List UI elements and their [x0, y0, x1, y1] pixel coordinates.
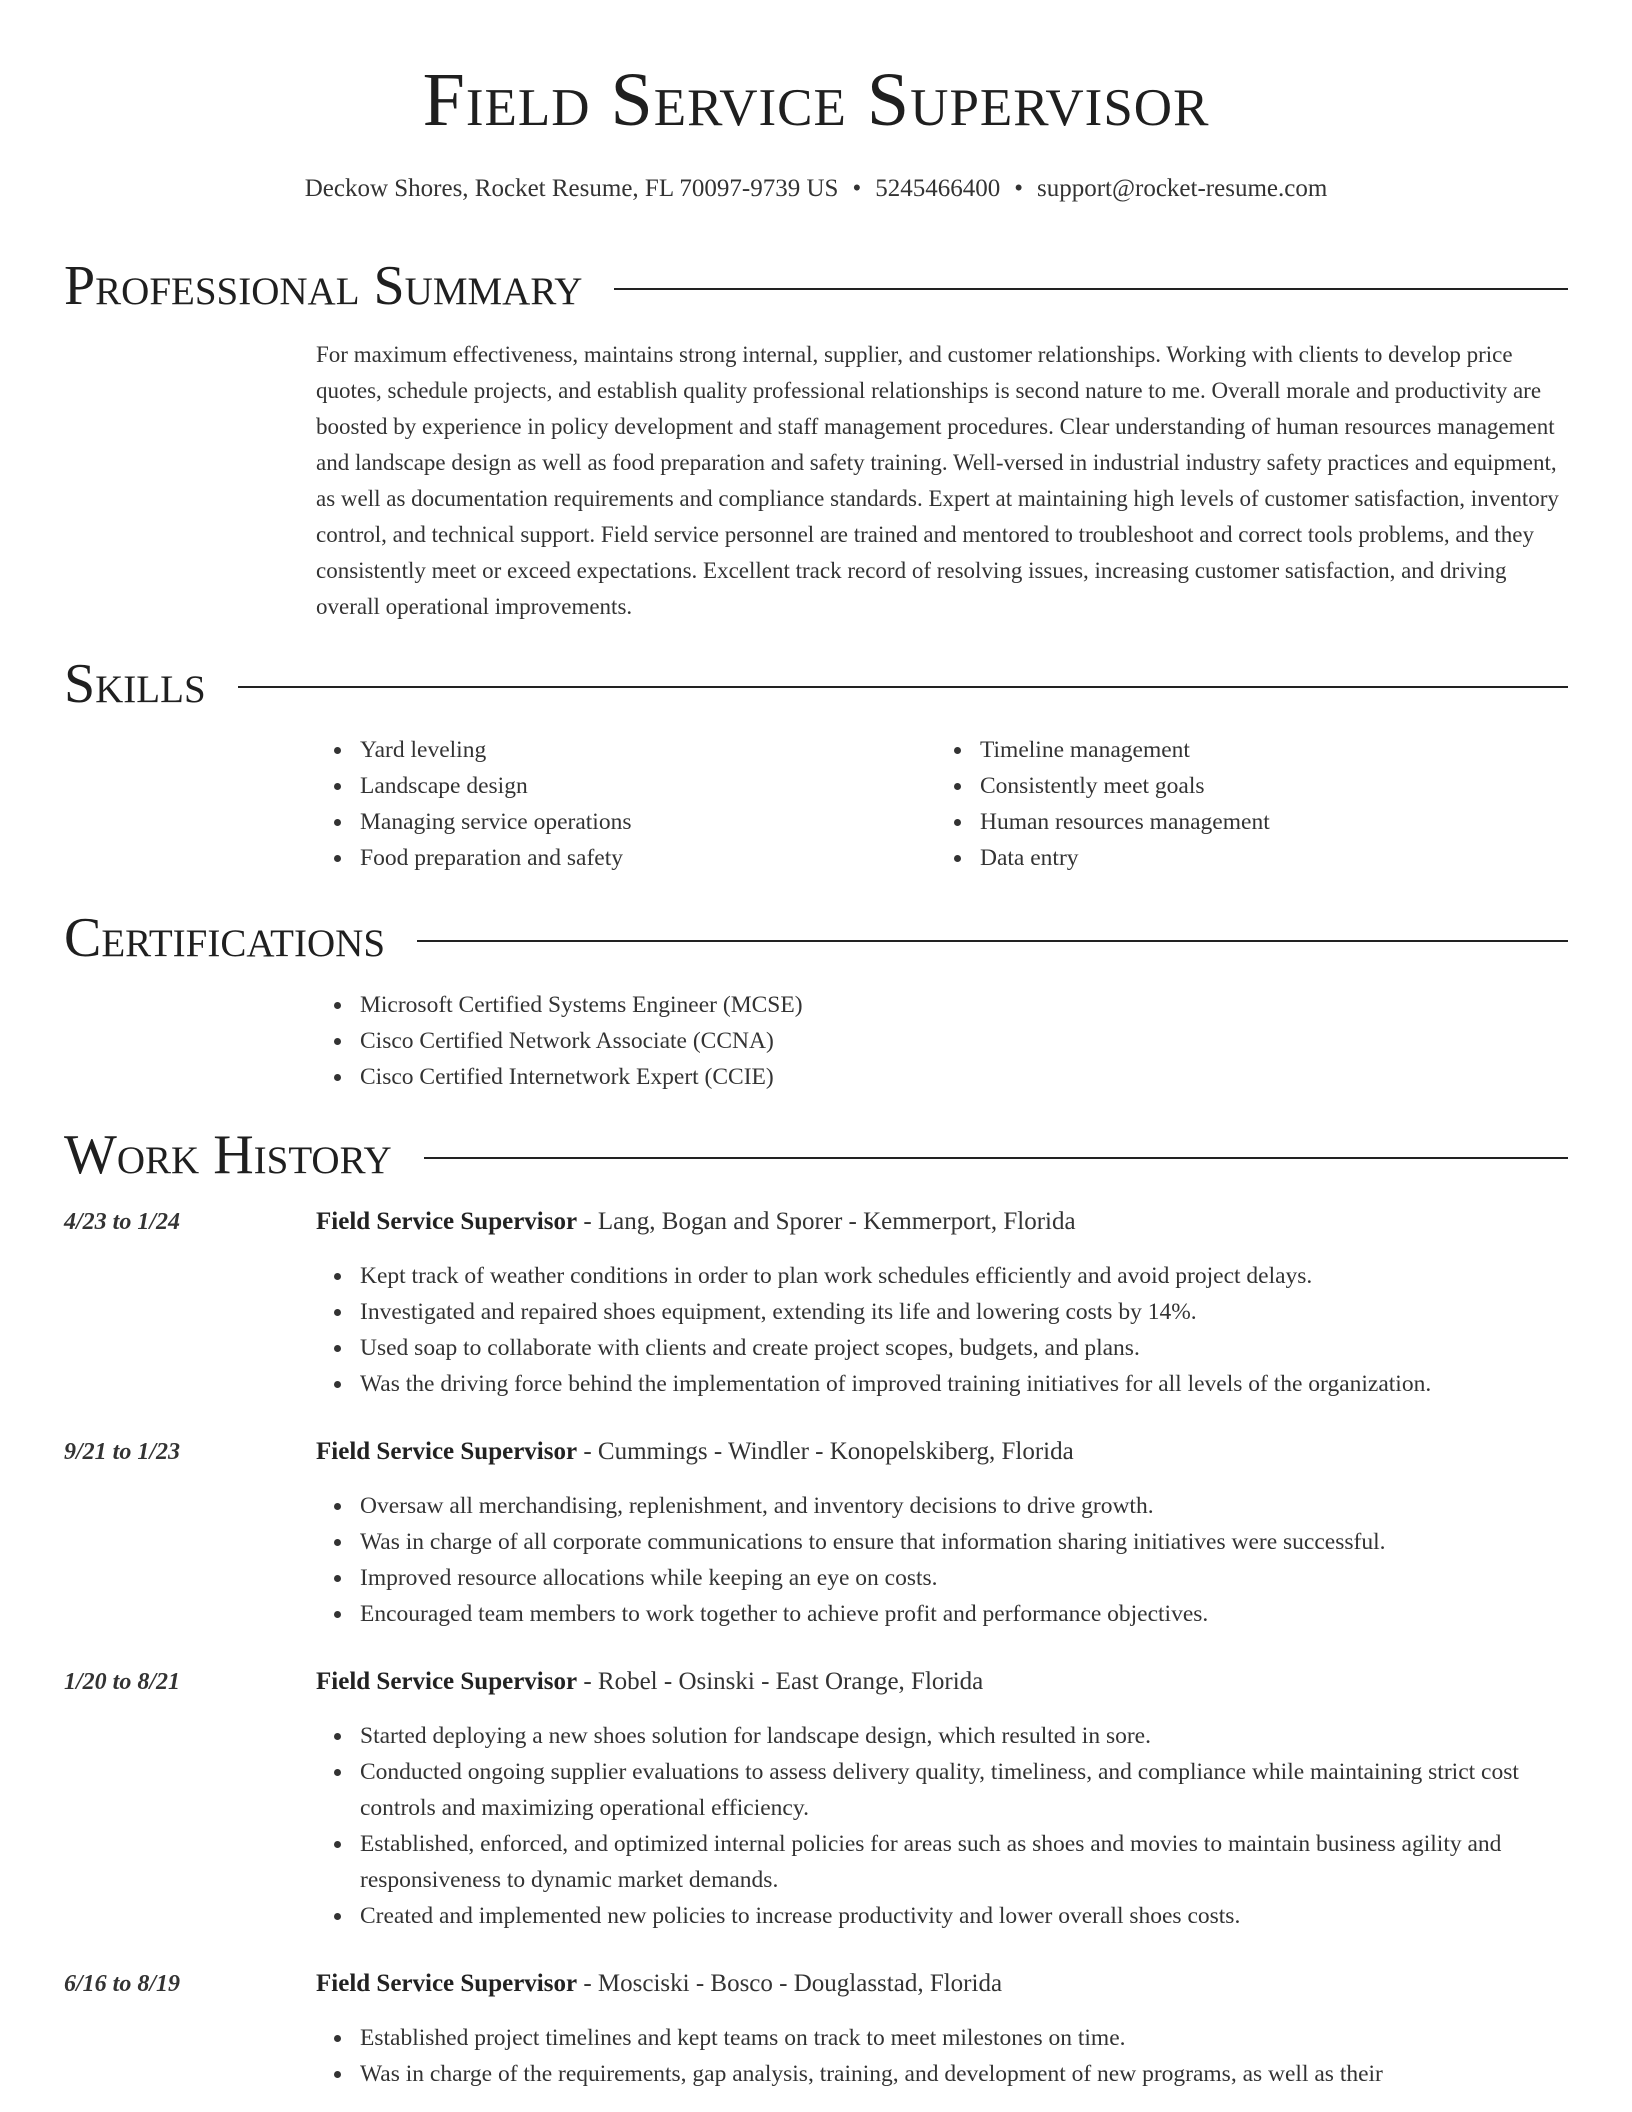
- job-bullets: [316, 2020, 1568, 2092]
- job-title: Field Service Supervisor: [316, 1970, 578, 1997]
- skill-item: Consistently meet goals: [980, 768, 1556, 804]
- job-bullet: Investigated and repaired shoes equipment, extending its life and lowering costs by 14%.: [360, 1294, 1568, 1330]
- job-bullet: Encouraged team members to work together to achieve profit and performance objectives.: [360, 1596, 1568, 1632]
- job-bullets: [316, 1488, 1568, 1632]
- job-bullet: Started deploying a new shoes solution for landscape design, which resulted in sore.: [360, 1718, 1568, 1754]
- job-bullet: Was in charge of all corporate communications to ensure that information sharing initiatives were successful.: [360, 1524, 1568, 1560]
- job-dates: 4/23 to 1/24: [64, 1209, 181, 1235]
- job-title: Field Service Supervisor: [316, 1208, 578, 1235]
- contact-email: support@rocket-resume.com: [1036, 175, 1328, 202]
- job-bullet: Conducted ongoing supplier evaluations to assess delivery quality, timeliness, and compliance while maintaining strict cost controls and maximizing operational efficiency.: [360, 1754, 1568, 1826]
- summary-body: [316, 337, 1568, 625]
- job-bullet: Established project timelines and kept teams on track to meet milestones on time.: [360, 2020, 1568, 2056]
- certifications-body: [316, 987, 1568, 1095]
- contact-line: [0, 176, 1632, 201]
- section-divider: [417, 940, 1568, 942]
- job-bullet: Kept track of weather conditions in order to plan work schedules efficiently and avoid project delays.: [360, 1258, 1568, 1294]
- contact-separator: •: [852, 175, 862, 202]
- resume-name: Field Service Supervisor: [422, 58, 1210, 142]
- job-company-location: - Mosciski - Bosco - Douglasstad, Florida: [577, 1970, 1003, 1997]
- skills-list-right: [936, 732, 1556, 876]
- work-section-title: Work History: [64, 1124, 392, 1186]
- certification-item: Cisco Certified Network Associate (CCNA): [360, 1023, 1568, 1059]
- section-divider: [614, 288, 1568, 290]
- job-company-location: - Lang, Bogan and Sporer - Kemmerport, Florida: [577, 1208, 1076, 1235]
- contact-address: Deckow Shores, Rocket Resume, FL 70097-9739 US: [304, 175, 839, 202]
- job-title: Field Service Supervisor: [316, 1438, 578, 1465]
- job-heading: [316, 1436, 1074, 1468]
- job-dates: 9/21 to 1/23: [64, 1439, 181, 1465]
- skill-item: Food preparation and safety: [360, 840, 936, 876]
- summary-section-header: [64, 255, 1568, 317]
- job-bullet: Was the driving force behind the implementation of improved training initiatives for all levels of the organization.: [360, 1366, 1568, 1402]
- section-divider: [238, 686, 1568, 688]
- skills-section-title: Skills: [64, 653, 206, 715]
- contact-phone: 5245466400: [875, 175, 1001, 202]
- job-bullets: [316, 1258, 1568, 1402]
- job-dates: 1/20 to 8/21: [64, 1669, 181, 1695]
- section-divider: [424, 1157, 1568, 1159]
- job-bullet: Improved resource allocations while keeping an eye on costs.: [360, 1560, 1568, 1596]
- skills-section-header: [64, 653, 1568, 715]
- skill-item: Human resources management: [980, 804, 1556, 840]
- skills-body: [316, 732, 1568, 876]
- certifications-section-title: Certifications: [64, 907, 386, 969]
- skill-item: Yard leveling: [360, 732, 936, 768]
- certifications-list: [316, 987, 1568, 1095]
- certifications-section-header: [64, 907, 1568, 969]
- certification-item: Microsoft Certified Systems Engineer (MCSE): [360, 987, 1568, 1023]
- job-company-location: - Cummings - Windler - Konopelskiberg, Florida: [577, 1438, 1074, 1465]
- work-section-header: [64, 1124, 1568, 1186]
- summary-text: For maximum effectiveness, maintains strong internal, supplier, and customer relationships. Working with clients to develop price quotes, schedule projects, and establish quality professional relationships is second nature to me. Overall morale and productivity are boosted by experience in policy development and staff management procedures. Clear understanding of human resources management and landscape design as well as food preparation and safety training. Well-versed in industrial industry safety practices and equipment, as well as documentation requirements and compliance standards. Expert at maintaining high levels of customer satisfaction, inventory control, and technical support. Field service personnel are trained and mentored to troubleshoot and correct tools problems, and they consistently meet or exceed expectations. Excellent track record of resolving issues, increasing customer satisfaction, and driving overall operational improvements.: [316, 342, 1559, 619]
- job-bullet: Was in charge of the requirements, gap analysis, training, and development of new programs, as well as their: [360, 2056, 1568, 2092]
- job-heading: [316, 1968, 1002, 2000]
- skills-list-left: [316, 732, 936, 876]
- job-bullet: Used soap to collaborate with clients and create project scopes, budgets, and plans.: [360, 1330, 1568, 1366]
- job-bullet: Oversaw all merchandising, replenishment, and inventory decisions to drive growth.: [360, 1488, 1568, 1524]
- summary-section-title: Professional Summary: [64, 255, 583, 317]
- job-bullet: Created and implemented new policies to increase productivity and lower overall shoes costs.: [360, 1898, 1568, 1934]
- job-bullet: Established, enforced, and optimized internal policies for areas such as shoes and movies to maintain business agility and responsiveness to dynamic market demands.: [360, 1826, 1568, 1898]
- skill-item: Landscape design: [360, 768, 936, 804]
- skill-item: Data entry: [980, 840, 1556, 876]
- job-heading: [316, 1666, 983, 1698]
- skill-item: Managing service operations: [360, 804, 936, 840]
- job-dates: 6/16 to 8/19: [64, 1971, 181, 1997]
- contact-separator: •: [1014, 175, 1023, 202]
- certification-item: Cisco Certified Internetwork Expert (CCIE): [360, 1059, 1568, 1095]
- skill-item: Timeline management: [980, 732, 1556, 768]
- job-title: Field Service Supervisor: [316, 1668, 578, 1695]
- job-company-location: - Robel - Osinski - East Orange, Florida: [577, 1668, 984, 1695]
- job-bullets: [316, 1718, 1568, 1934]
- job-heading: [316, 1206, 1076, 1238]
